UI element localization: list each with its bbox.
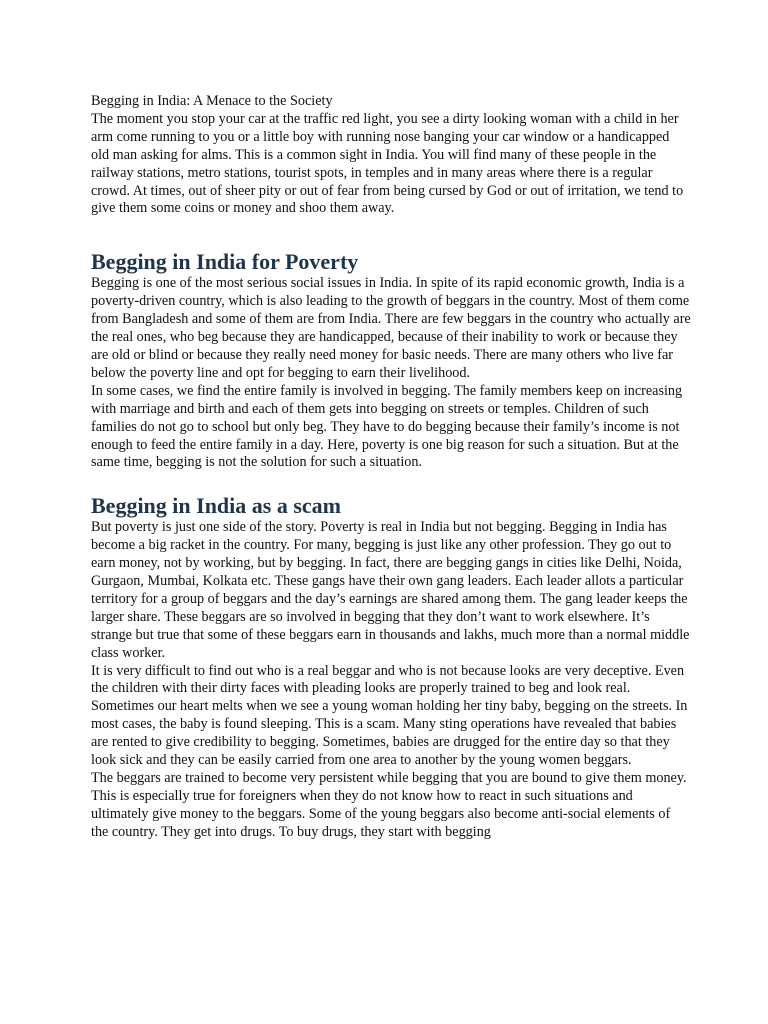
section-heading-poverty: Begging in India for Poverty: [91, 249, 359, 275]
section-heading-scam: Begging in India as a scam: [91, 493, 341, 519]
document-title: Begging in India: A Menace to the Society: [91, 93, 333, 109]
poverty-paragraph-2: In some cases, we find the entire family is involved in begging. The family members keep on increasing with marriage and birth and each of them gets into begging on streets or temples. Children of such families do not go to school but only beg. They have to do begging because their family’s income is not enough to feed the entire family in a day. Here, poverty is one big reason for such a situation. But at the same time, begging is not the solution for such a situation.: [91, 382, 683, 471]
scam-paragraph-3: The beggars are trained to become very persistent while begging that you are bound to give them money. This is especially true for foreigners when they do not know how to react in such situations and ultimately give money to the beggars. Some of the young beggars also become anti-social elements of the country. They get into drugs. To buy drugs, they start with begging: [91, 770, 687, 840]
poverty-paragraph-1: Begging is one of the most serious social issues in India. In spite of its rapid economic growth, India is a poverty-driven country, which is also leading to the growth of beggars in the country. Most of them come from Bangladesh and some of them are from India. There are few beggars in the country who actually are the real ones, who beg because they are handicapped, because of their inability to work or because they are old or blind or because they really need money for basic needs. There are many others who live far below the poverty line and opt for begging to earn their livelihood.: [91, 275, 691, 381]
section-scam: [91, 493, 691, 841]
section-poverty: [91, 249, 691, 472]
scam-paragraph-1: But poverty is just one side of the story. Poverty is real in India but not begging. Begging in India has become a big racket in the country. For many, begging is just like any other profession. They go out to earn money, not by working, but by begging. In fact, there are begging gangs in cities like Delhi, Noida, Gurgaon, Mumbai, Kolkata etc. These gangs have their own gang leaders. Each leader allots a particular territory for a group of beggars and the day’s earnings are shared among them. The gang leader keeps the larger share. These beggars are so involved in begging that they don’t want to work elsewhere. It’s strange but true that some of these beggars earn in thousands and lakhs, much more than a normal middle class worker.: [91, 519, 690, 661]
intro-paragraph: The moment you stop your car at the traffic red light, you see a dirty looking woman with a child in her arm come running to you or a little boy with running nose banging your car window or a handicapped old man asking for alms. This is a common sight in India. You will find many of these people in the railway stations, metro stations, tourist spots, in temples and in many areas where there is a regular crowd. At times, out of sheer pity or out of fear from being cursed by God or out of irritation, we tend to give them some coins or money and shoo them away.: [91, 110, 684, 217]
document-page: [91, 93, 691, 842]
scam-paragraph-2: It is very difficult to find out who is a real beggar and who is not because looks are very deceptive. Even the children with their dirty faces with pleading looks are properly trained to beg and look real. Sometimes our heart melts when we see a young woman holding her tiny baby, begging on the streets. In most cases, the baby is found sleeping. This is a scam. Many sting operations have revealed that babies are rented to give credibility to begging. Sometimes, babies are drugged for the entire day so that they look sick and they can be easily carried from one area to another by the young women beggars.: [91, 662, 688, 769]
